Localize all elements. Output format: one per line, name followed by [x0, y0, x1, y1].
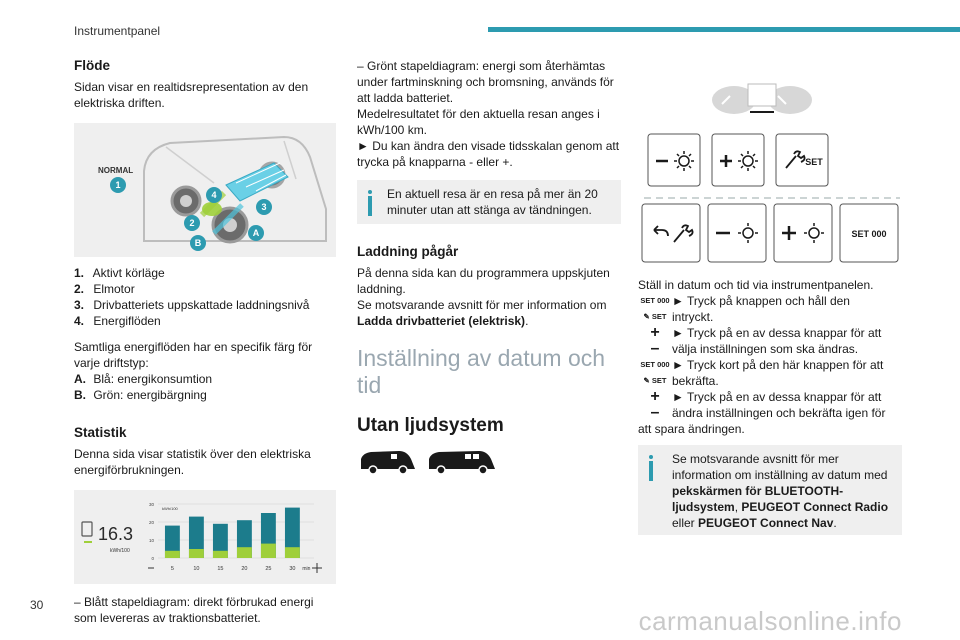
bar-green-20: [237, 547, 252, 558]
colors-intro: Samtliga energiflöden har en specifik färg för varje driftstyp:: [74, 340, 313, 370]
callout-1-label: 1: [115, 180, 121, 190]
van-short-icon: [361, 451, 415, 474]
mode-label: NORMAL: [98, 166, 134, 175]
list-item: 3. Drivbatteriets uppskattade laddningsnivå: [74, 298, 310, 312]
step-row: SET 000 ► Tryck på knappen och håll den: [638, 293, 902, 309]
flow-intro: Sidan visar en realtidsrepresentation av den elektriska driften.: [74, 80, 309, 110]
info-icon: [648, 455, 654, 481]
x-tick-label: 10: [193, 566, 200, 572]
average-result-text: Medelresultatet för den aktuella resan anges i kWh/100 km.: [357, 107, 600, 137]
list-item: 4. Energiflöden: [74, 314, 161, 328]
step-row: SET 000 ► Tryck kort på den här knappen för att: [638, 357, 902, 373]
header-accent-bar: [488, 27, 960, 32]
instrument-buttons-illustration: [638, 70, 902, 286]
set-000-label: SET 000: [851, 229, 887, 239]
change-scale-text: ► Du kan ändra den visade tidsskalan genom att trycka på knapparna - eller +.: [357, 139, 620, 169]
column-2: [357, 50, 621, 482]
callout-2-label: 2: [189, 218, 195, 228]
x-tick-label: 25: [265, 566, 272, 572]
readout-value: 16.3: [98, 524, 134, 544]
battery-icon: [82, 522, 92, 536]
page-number: 30: [30, 598, 44, 612]
y-tick-label: 30: [148, 502, 154, 507]
flow-figure: [74, 123, 336, 257]
step-row: + ► Tryck på en av dessa knappar för att: [638, 325, 902, 341]
wrench-set-mini-icon: ✎ SET: [643, 376, 667, 385]
callout-b-label: B: [194, 238, 202, 248]
watermark: carmanualsonline.info: [638, 606, 902, 636]
plus-mini-icon: +: [650, 388, 660, 405]
charging-heading: Laddning pågår: [357, 244, 459, 259]
wrench-set-mini-icon: ✎ SET: [643, 312, 667, 321]
green-bar-description: – Grönt stapeldiagram: energi som återhämtas under fartminskning och bromsning, används för att ladda batteriet.: [357, 59, 614, 105]
stats-bar-chart: [74, 490, 336, 584]
brightness-down-button-top[interactable]: [648, 134, 700, 186]
flow-heading: Flöde: [74, 58, 110, 73]
info-note: En aktuell resa är en resa på mer än 20 minuter utan att stänga av tändningen.: [357, 180, 621, 224]
y-tick-label: 0: [151, 556, 154, 561]
list-item: 1. Aktivt körläge: [74, 266, 165, 280]
stats-figure: [74, 490, 336, 584]
x-tick-label: 5: [170, 566, 174, 572]
minus-mini-icon: –: [650, 340, 660, 357]
plus-mini-icon: +: [650, 324, 660, 341]
set-label-top: SET: [805, 157, 823, 167]
y-tick-label: 20: [148, 520, 154, 525]
y-tick-label: 10: [148, 538, 154, 543]
stats-heading: Statistik: [74, 425, 127, 440]
charging-reference: Se motsvarande avsnitt för mer information om Ladda drivbatteriet (elektrisk).: [357, 298, 607, 328]
color-list: [74, 371, 336, 403]
step-row: ✎ SET bekräfta.: [638, 373, 902, 389]
set-000-mini-icon: SET 000: [640, 360, 670, 369]
charging-text: På denna sida kan du programmera uppskjuten laddning.: [357, 266, 610, 296]
readout-unit: kWh/100: [110, 548, 130, 554]
instrument-cluster-icon: [712, 84, 812, 114]
list-item: A. Blå: energikonsumtion: [74, 372, 213, 386]
x-tick-label: 15: [217, 566, 224, 572]
column-1: [74, 50, 336, 626]
bar-green-30: [285, 547, 300, 558]
list-item: 2. Elmotor: [74, 282, 135, 296]
van-energy-flow-illustration: [74, 123, 336, 257]
no-audio-heading: Utan ljudsystem: [357, 415, 504, 436]
x-unit-label: min: [302, 566, 311, 572]
step-row: – välja inställningen som ska ändras.: [638, 341, 902, 357]
back-wrench-button[interactable]: [642, 204, 700, 262]
datetime-heading: Inställning av datum och tid: [357, 345, 606, 398]
blue-bar-description: – Blått stapeldiagram: direkt förbrukad energi som levereras av traktionsbatteriet.: [74, 595, 314, 625]
steps-end: att spara ändringen.: [638, 422, 745, 436]
section-title: Instrumentpanel: [74, 24, 161, 38]
step-row: ✎ SET intryckt.: [638, 309, 902, 325]
flow-legend-list: [74, 265, 336, 329]
x-tick-label: 20: [241, 566, 248, 572]
brightness-up-button-top[interactable]: [712, 134, 764, 186]
info-icon: [367, 190, 373, 216]
bar-green-25: [261, 544, 276, 558]
van-long-icon: [429, 451, 495, 474]
van-silhouettes: [357, 447, 517, 477]
callout-3-label: 3: [261, 202, 267, 212]
stats-intro: Denna sida visar statistik över den elektriska energiförbrukningen.: [74, 447, 311, 477]
set-000-mini-icon: SET 000: [640, 296, 670, 305]
list-item: B. Grön: energibärgning: [74, 388, 207, 402]
step-row: – ändra inställningen och bekräfta igen för: [638, 405, 902, 421]
bar-green-15: [213, 551, 228, 558]
datetime-info-note: Se motsvarande avsnitt för mer information om inställning av datum med pekskärmen för BLUETOOTH-ljudsystem, PEUGEOT Connect Radio eller PEUGEOT Connect Nav.: [638, 445, 902, 535]
bar-green-5: [165, 551, 180, 558]
steps-list: [638, 293, 902, 421]
step-row: + ► Tryck på en av dessa knappar för att: [638, 389, 902, 405]
callout-a-label: A: [252, 228, 260, 238]
datetime-intro: Ställ in datum och tid via instrumentpanelen.: [638, 278, 874, 292]
y-unit-label: kWh/100: [162, 506, 178, 511]
minus-mini-icon: –: [650, 404, 660, 421]
callout-4-label: 4: [211, 190, 217, 200]
x-tick-label: 30: [289, 566, 296, 572]
bar-green-10: [189, 549, 204, 558]
